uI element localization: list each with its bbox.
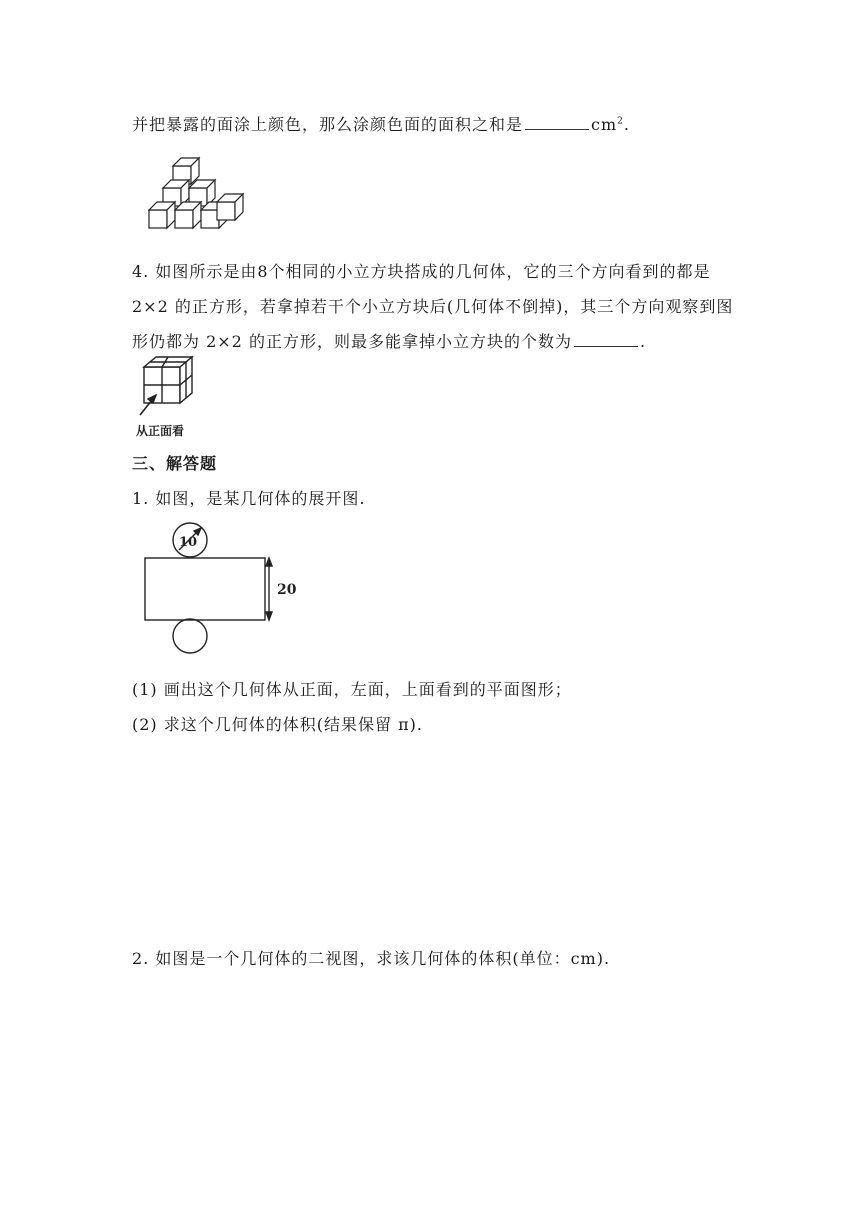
q3-text: 并把暴露的面涂上颜色，那么涂颜色面的面积之和是 (132, 115, 524, 134)
cube-stack-figure (145, 150, 245, 238)
q4-line-1: 4. 如图所示是由8个相同的小立方块搭成的几何体，它的三个方向看到的都是 (132, 262, 711, 281)
q4-end: . (639, 332, 647, 351)
q3-end: . (623, 115, 630, 134)
p2-stem: 2. 如图是一个几何体的二视图，求该几何体的体积(单位：cm). (132, 949, 611, 968)
section-title: 三、解答题 (132, 454, 218, 473)
q3-unit-sup: 2 (617, 116, 624, 127)
q3-answer-blank[interactable] (525, 115, 589, 130)
cube (175, 202, 201, 228)
q4-line-3 (132, 329, 646, 352)
cylinder-net-figure (135, 520, 305, 655)
q3-unit: cm (591, 115, 618, 134)
figure-caption: 从正面看 (136, 424, 185, 438)
p1-sub-1: (1) 画出这个几何体从正面，左面，上面看到的平面图形； (132, 680, 572, 699)
cube (149, 202, 175, 228)
diameter-label: 10 (179, 535, 198, 550)
p1-sub-2: (2) 求这个几何体的体积(结果保留 π). (132, 715, 423, 734)
q4-text: 形仍都为 2×2 的正方形，则最多能拿掉小立方块的个数为 (132, 332, 572, 351)
p1-stem: 1. 如图，是某几何体的展开图. (132, 489, 366, 508)
cube (217, 194, 243, 220)
q4-line-2: 2×2 的正方形，若拿掉若干个小立方块后(几何体不倒掉)，其三个方向观察到图 (132, 297, 734, 316)
q4-answer-blank[interactable] (574, 332, 638, 347)
cube-2x2-figure (134, 355, 204, 440)
q3-text-line (132, 112, 630, 135)
height-label: 20 (277, 582, 297, 598)
